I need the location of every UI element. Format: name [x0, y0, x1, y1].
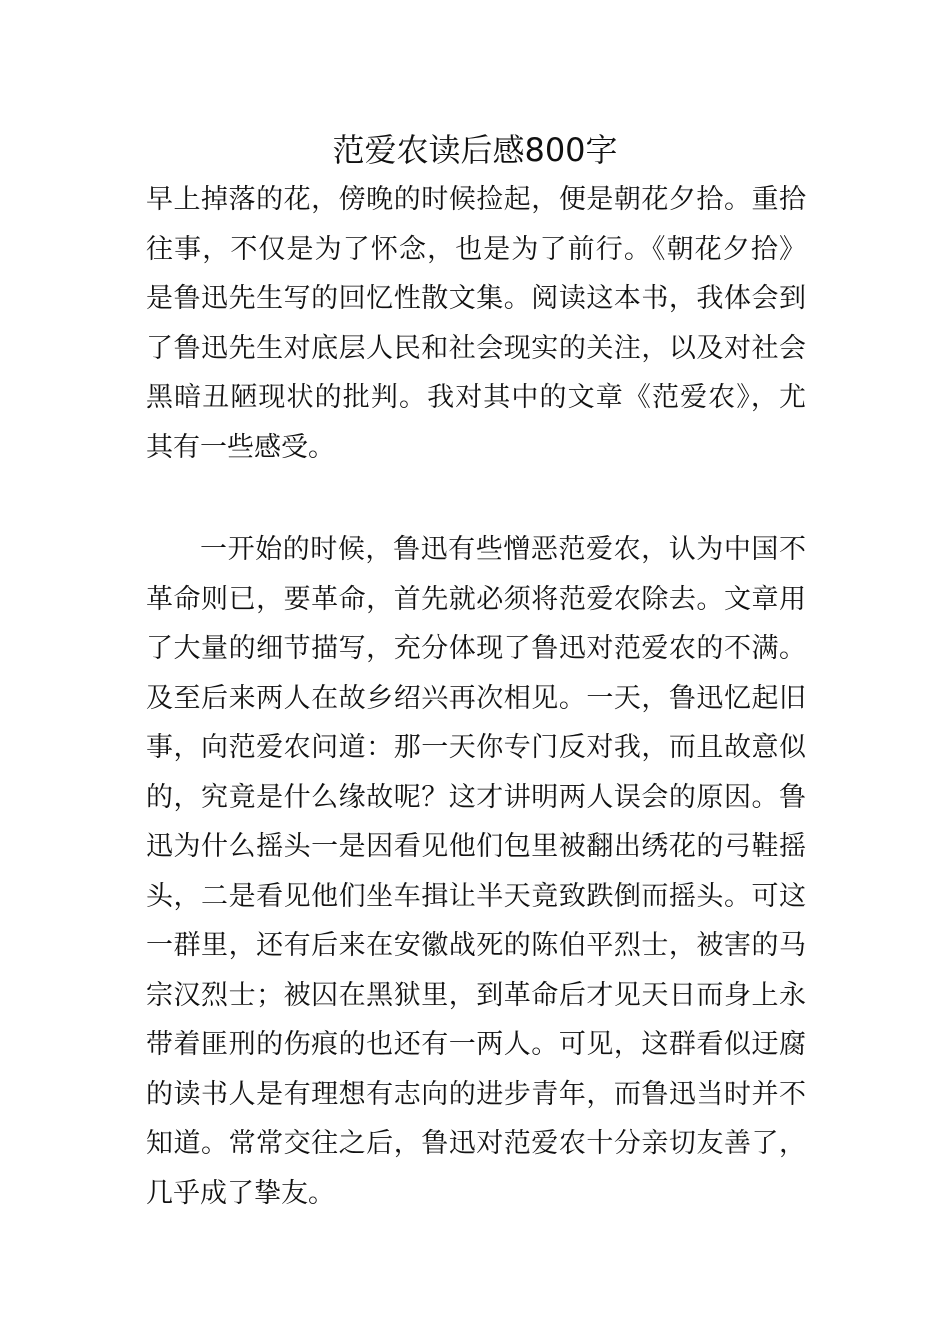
document-title: 范爱农读后感800字	[332, 131, 618, 169]
paragraph-body: 一开始的时候，鲁迅有些憎恶范爱农，认为中国不革命则已，要革命，首先就必须将范爱农除去。文章用了大量的细节描写，充分体现了鲁迅对范爱农的不满。及至后来两人在故乡绍兴再次相见。一天，鲁迅忆起旧事，向范爱农问道：那一天你专门反对我，而且故意似的，究竟是什么缘故呢？这才讲明两人误会的原因。鲁迅为什么摇头一是因看见他们包里被翻出绣花的弓鞋摇头，二是看见他们坐车揖让半天竟致跌倒而摇头。可这一群里，还有后来在安徽战死的陈伯平烈士，被害的马宗汉烈士；被囚在黑狱里，到革命后才见天日而身上永带着匪刑的伤痕的也还有一两人。可见，这群看似迂腐的读书人是有理想有志向的进步青年，而鲁迅当时并不知道。常常交往之后，鲁迅对范爱农十分亲切友善了，几乎成了挚友。	[146, 534, 806, 1209]
paragraph-intro: 早上掉落的花，傍晚的时候捡起，便是朝花夕拾。重拾往事，不仅是为了怀念，也是为了前行。《朝花夕拾》是鲁迅先生写的回忆性散文集。阅读这本书，我体会到了鲁迅先生对底层人民和社会现实的关注，以及对社会黑暗丑陋现状的批判。我对其中的文章《范爱农》，尤其有一些感受。	[146, 184, 806, 463]
